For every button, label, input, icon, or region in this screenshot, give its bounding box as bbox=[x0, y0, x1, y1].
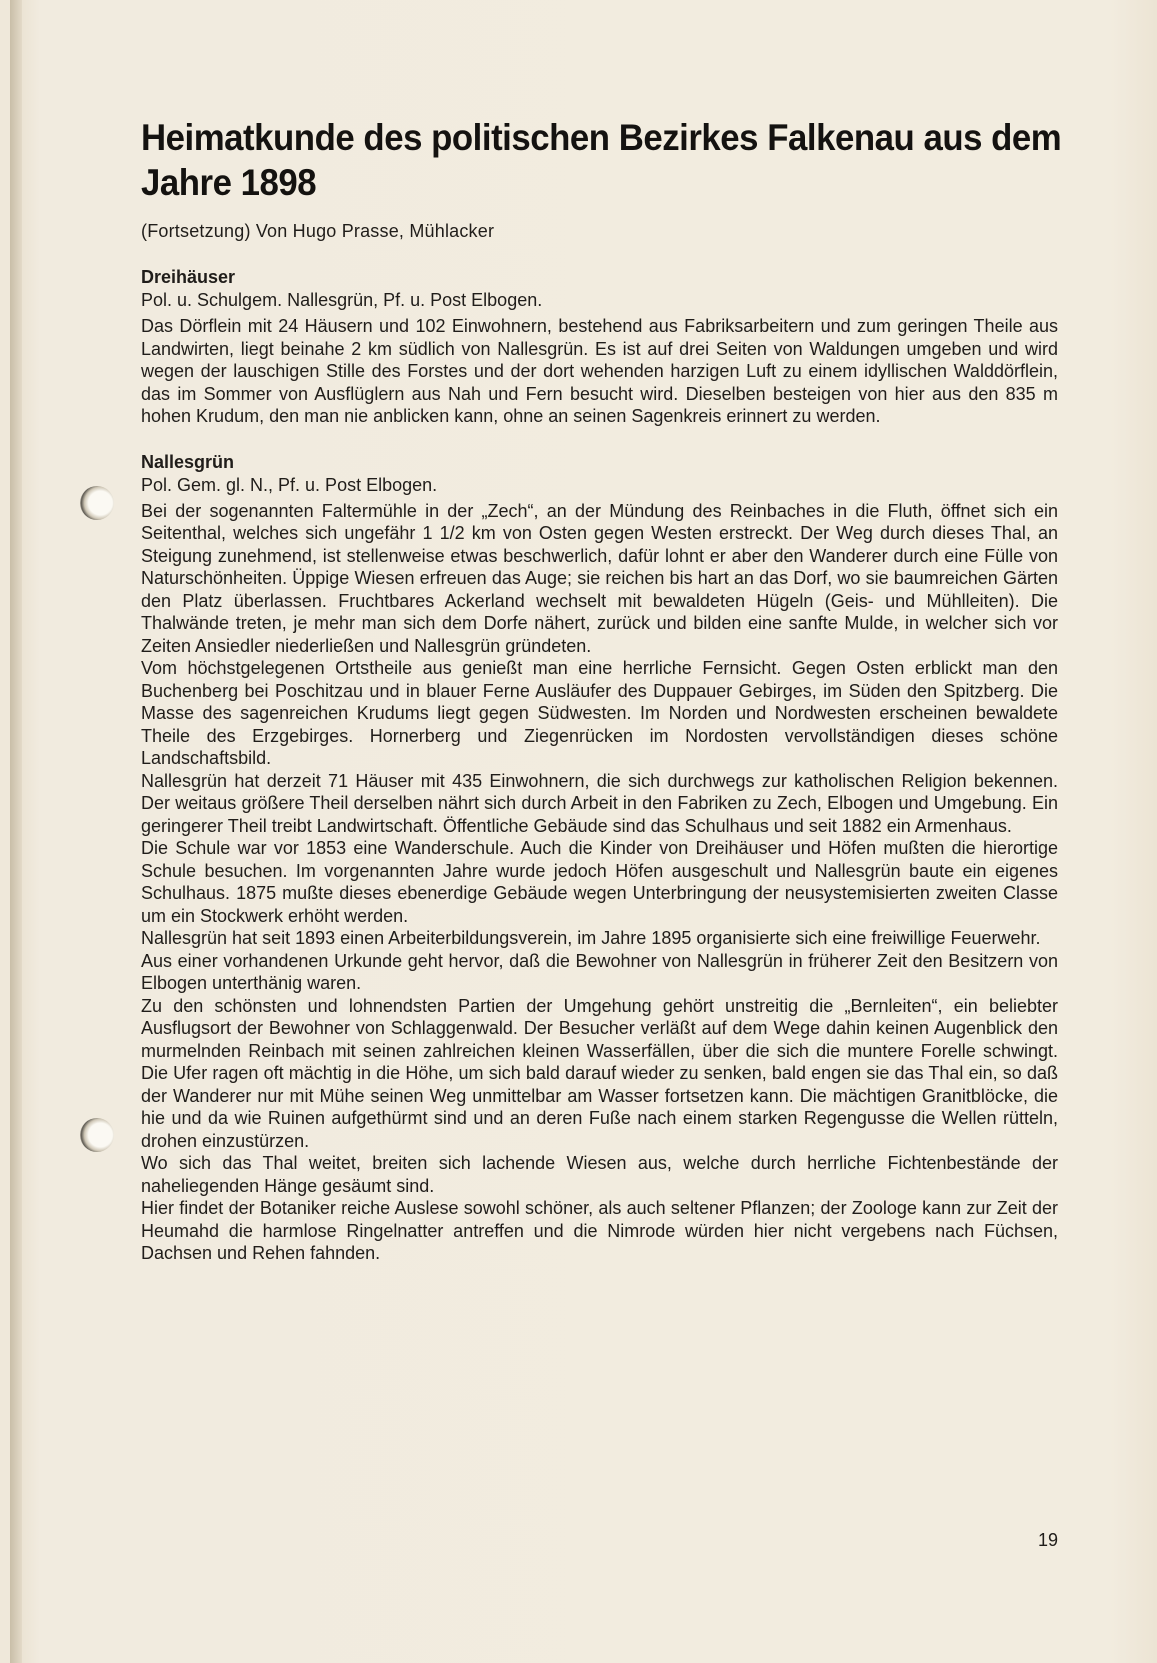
article bbox=[141, 115, 1062, 1265]
paragraph: Aus einer vorhandenen Urkunde geht hervor, daß die Bewohner von Nallesgrün in früherer Zeit den Besitzern von Elbogen unterthänig waren. bbox=[141, 950, 1058, 993]
page-binding-edge bbox=[10, 0, 22, 1663]
section-heading: Dreihäuser bbox=[141, 267, 236, 287]
document-page bbox=[10, 0, 1157, 1663]
section-dreihaeuser bbox=[141, 265, 1058, 428]
section-heading: Nallesgrün bbox=[141, 451, 235, 472]
paragraph: Zu den schönsten und lohnendsten Partien der Umgehung gehört unstreitig die „Bernleiten“, ein beliebter Ausflugsort der Bewohner von Schlaggenwald. Der Besucher verläßt auf dem Wege dahin keinen Augenblick den murmelnden Reinbach mit seinen zahlreichen kleinen Wasserfällen, über die sich die muntere Forelle schwingt. Die Ufer ragen oft mächtig in die Höhe, um sich bald darauf wieder zu senken, bald engen sie das Thal ein, so daß der Wanderer nur mit Mühe seinen Weg unmittelbar am Wasser fortsetzen kann. Die mächtigen Granitblöcke, die hie und da wie Ruinen aufgethürmt sind und an deren Fuße nach einem starken Regengusse die Wellen rütteln, drohen einzustürzen. bbox=[141, 995, 1058, 1151]
paragraph: Wo sich das Thal weitet, breiten sich lachende Wiesen aus, welche durch herrliche Fichtenbestände der naheliegenden Hänge gesäumt sind. bbox=[141, 1153, 1058, 1196]
paragraph: Die Schule war vor 1853 eine Wanderschule. Auch die Kinder von Dreihäuser und Höfen mußten die hierortige Schule besuchen. Im vorgenannten Jahre wurde jedoch Höfen ausgeschult und Nallesgrün baute ein eigenes Schulhaus. 1875 mußte dieses ebenerdige Gebäude wegen Unterbringung der neusystemisierten zweiten Classe um ein Stockwerk erhöht werden. bbox=[141, 838, 1058, 926]
paragraph: Bei der sogenannten Faltermühle in der „Zech“, an der Mündung des Reinbaches in die Fluth, öffnet sich ein Seitenthal, welches sich ungefähr 1 1/2 km von Osten gegen Westen erstreckt. Der Weg durch dieses Thal, an Steigung zunehmend, ist stellenweise etwas beschwerlich, dafür lohnt er aber den Wanderer durch eine Fülle von Naturschönheiten. Üppige Wiesen erfreuen das Auge; sie reichen bis hart an das Dorf, wo sie baumreichen Gärten den Platz überlassen. Fruchtbares Ackerland wechselt mit bewaldeten Hügeln (Geis- und Mühlleiten). Die Thalwände treten, je mehr man sich dem Dorfe nähert, zurück und bilden eine sanfte Mulde, in welcher sich vor Zeiten Ansiedler niederließen und Nallesgrün gründeten. bbox=[141, 500, 1058, 656]
article-title: Heimatkunde des politischen Bezirkes Falkenau aus dem Jahre 1898 bbox=[141, 117, 1062, 203]
article-byline: (Fortsetzung) Von Hugo Prasse, Mühlacker bbox=[141, 221, 495, 241]
punch-hole-bottom bbox=[80, 1118, 114, 1152]
paragraph: Vom höchstgelegenen Ortstheile aus genießt man eine herrliche Fernsicht. Gegen Osten erblickt man den Buchenberg bei Poschitzau und in blauer Ferne Ausläufer des Duppauer Gebirges, im Süden den Spitzberg. Die Masse des sagenreichen Krudums liegt gegen Südwesten. Im Norden und Nordwesten erscheinen bewaldete Theile des Erzgebirges. Hornerberg und Ziegenrücken im Nordosten vervollständigen dieses schöne Landschaftsbild. bbox=[141, 658, 1058, 768]
paragraph: Hier findet der Botaniker reiche Auslese sowohl schöner, als auch seltener Pflanzen; der Zoologe kann zur Zeit der Heumahd die harmlose Ringelnatter antreffen und die Nimrode würden hier nicht vergebens nach Füchsen, Dachsen und Rehen fahnden. bbox=[141, 1198, 1058, 1263]
section-meta: Pol. u. Schulgem. Nallesgrün, Pf. u. Post Elbogen. bbox=[141, 290, 543, 310]
page-number: 19 bbox=[1038, 1530, 1059, 1550]
paragraph: Nallesgrün hat seit 1893 einen Arbeiterbildungsverein, im Jahre 1895 organisierte sich eine freiwillige Feuerwehr. bbox=[141, 928, 1041, 948]
section-meta: Pol. Gem. gl. N., Pf. u. Post Elbogen. bbox=[141, 474, 438, 495]
punch-hole-top bbox=[80, 486, 114, 520]
paragraph: Das Dörflein mit 24 Häusern und 102 Einwohnern, bestehend aus Fabriksarbeitern und zum geringen Theile aus Landwirten, liegt beinahe 2 km südlich von Nallesgrün. Es ist auf drei Seiten von Waldungen umgeben und wird wegen der lauschigen Stille des Forstes und der dort wehenden harzigen Luft zu einem idyllischen Walddörflein, das im Sommer von Ausflüglern aus Nah und Fern besucht wird. Dieselben besteigen von hier aus den 835 m hohen Krudum, den man nie anblicken kann, ohne an seinen Sagenkreis erinnert zu werden. bbox=[141, 316, 1058, 426]
section-nallesgruen bbox=[141, 450, 1058, 1265]
paragraph: Nallesgrün hat derzeit 71 Häuser mit 435 Einwohnern, die sich durchwegs zur katholischen Religion bekennen. Der weitaus größere Theil derselben nährt sich durch Arbeit in den Fabriken zu Zech, Elbogen und Umgebung. Ein geringerer Theil treibt Landwirtschaft. Öffentliche Gebäude sind das Schulhaus und seit 1882 ein Armenhaus. bbox=[141, 770, 1058, 836]
